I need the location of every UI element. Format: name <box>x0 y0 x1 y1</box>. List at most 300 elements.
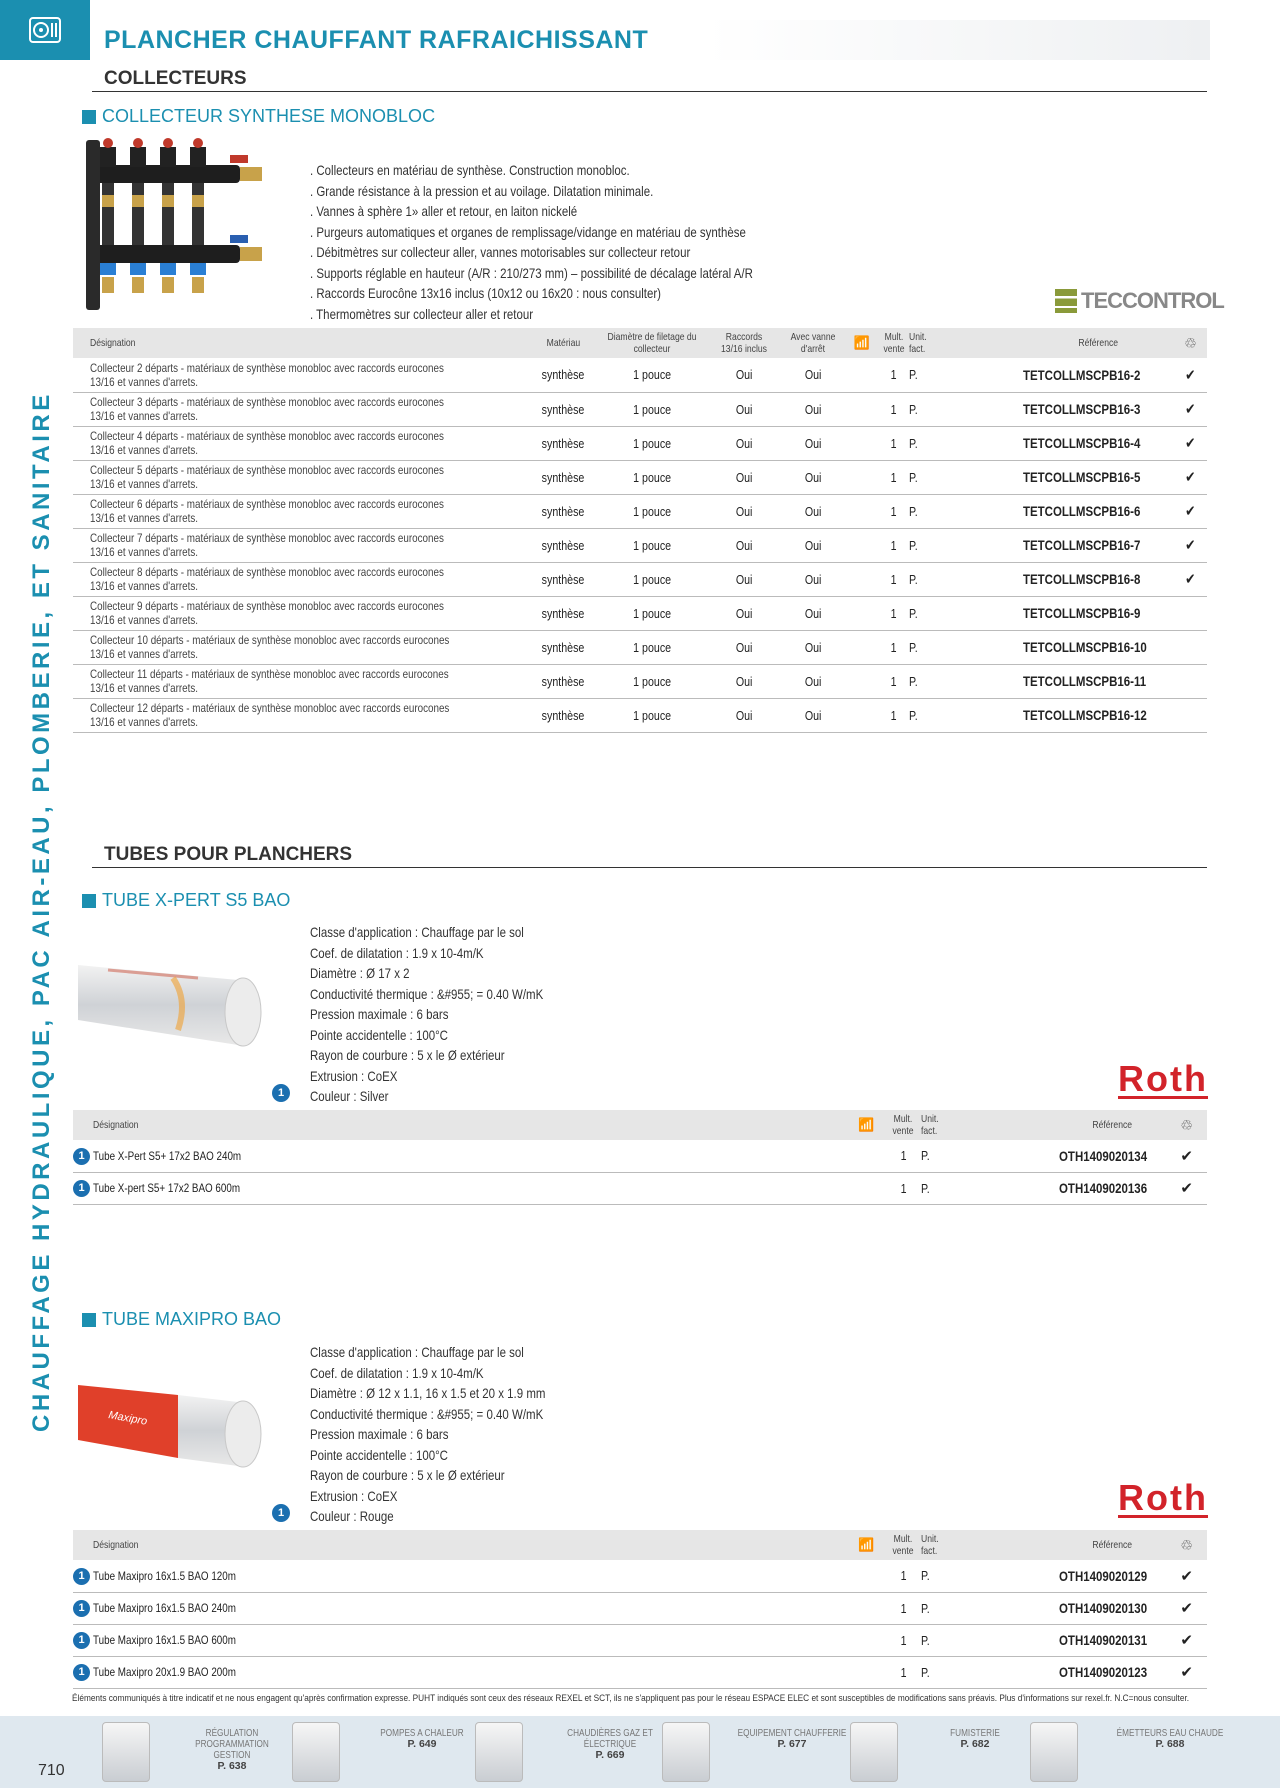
reference-cell: TETCOLLMSCPB16-11 <box>1023 664 1174 698</box>
feature-line: Rayon de courbure : 5 x le Ø extérieur <box>310 1467 505 1483</box>
unit-cell: P. <box>909 596 939 630</box>
mult-cell: 1 <box>879 460 909 494</box>
svg-text:Maxipro: Maxipro <box>107 1409 149 1428</box>
page-number: 710 <box>38 1762 65 1779</box>
feature-line: Pointe accidentelle : 100°C <box>310 1446 448 1463</box>
feature-line: . Thermomètres sur collecteur aller et retour <box>310 305 534 322</box>
reference-cell: TETCOLLMSCPB16-4 <box>1023 426 1174 460</box>
col-diametre: Diamètre de filetage du collecteur <box>597 328 707 358</box>
spacer-cell <box>939 460 1023 494</box>
diametre-cell: 1 pouce <box>597 426 707 460</box>
feature-line: Pression maximale : 6 bars <box>310 1006 449 1022</box>
reference-cell: TETCOLLMSCPB16-5 <box>1023 460 1174 494</box>
raccords-cell: Oui <box>707 698 782 732</box>
feature-line: . Débitmètres sur collecteur aller, vannes motorisables sur collecteur retour <box>310 244 691 260</box>
spacer-cell <box>939 630 1023 664</box>
diametre-cell: 1 pouce <box>597 664 707 698</box>
spacer-cell <box>951 1592 1059 1624</box>
collector-product-image <box>80 135 270 320</box>
unit-cell: P. <box>909 494 939 528</box>
square-bullet-icon <box>82 894 96 908</box>
raccords-cell: Oui <box>707 596 782 630</box>
feature-line: Extrusion : CoEX <box>310 1067 398 1084</box>
subheading-text: COLLECTEUR SYNTHESE MONOBLOC <box>102 106 436 126</box>
bottom-nav-label: CHAUDIÈRES GAZ ET ÉLECTRIQUE <box>567 1728 653 1750</box>
diametre-cell: 1 pouce <box>597 562 707 596</box>
materiau-cell: synthèse <box>530 664 597 698</box>
stock-check-icon: ✔ <box>1166 1560 1207 1592</box>
vanne-cell: Oui <box>782 494 845 528</box>
diametre-cell: 1 pouce <box>597 392 707 426</box>
unit-cell: P. <box>909 528 939 562</box>
mult-cell: 1 <box>886 1592 921 1624</box>
radiator-icon[interactable] <box>1030 1722 1078 1782</box>
xpert-feature-list <box>310 922 543 1107</box>
col-designation: Désignation <box>93 1110 846 1140</box>
feature-line: . Purgeurs automatiques et organes de remplissage/vidange en matériau de synthèse <box>310 223 746 240</box>
vanne-cell: Oui <box>782 528 845 562</box>
unit-cell: P. <box>921 1656 951 1688</box>
feature-line: Classe d'application : Chauffage par le sol <box>310 924 524 940</box>
number-badge: 1 <box>73 1656 93 1688</box>
wifi-cell <box>845 494 879 528</box>
reference-cell: OTH1409020136 <box>1059 1172 1166 1204</box>
col-vanne: Avec vanne d'arrêt <box>782 328 845 358</box>
page-title: PLANCHER CHAUFFANT RAFRAICHISSANT <box>104 26 649 54</box>
table-row <box>73 494 1207 528</box>
recycle-icon: ♲ <box>1166 1530 1207 1560</box>
stock-check-icon <box>1174 596 1207 630</box>
maxipro-feature-list <box>310 1342 545 1527</box>
stock-check-icon: ✔ <box>1174 460 1207 494</box>
spacer-cell <box>939 698 1023 732</box>
reference-cell: TETCOLLMSCPB16-2 <box>1023 358 1174 392</box>
bottom-nav-page: P. 688 <box>1155 1738 1185 1750</box>
spacer-cell <box>939 528 1023 562</box>
heat-pump-icon[interactable] <box>292 1722 340 1782</box>
bottom-nav-page: P. 669 <box>595 1749 625 1761</box>
wifi-cell <box>846 1172 886 1204</box>
materiau-cell: synthèse <box>530 392 597 426</box>
thermostat-icon[interactable] <box>102 1722 150 1782</box>
section-heading-collecteurs: COLLECTEURS <box>104 68 247 89</box>
teccontrol-logo <box>1055 288 1224 314</box>
table-row <box>73 596 1207 630</box>
wifi-cell <box>846 1624 886 1656</box>
subheading-maxipro <box>82 1309 281 1330</box>
raccords-cell: Oui <box>707 392 782 426</box>
col-mult: Mult. vente <box>886 1110 921 1140</box>
table-row <box>73 358 1207 392</box>
vanne-cell: Oui <box>782 562 845 596</box>
vanne-cell: Oui <box>782 664 845 698</box>
stock-check-icon <box>1174 664 1207 698</box>
bottom-nav-label: EQUIPEMENT CHAUFFERIE <box>737 1728 847 1739</box>
vanne-cell: Oui <box>782 392 845 426</box>
reference-cell: OTH1409020130 <box>1059 1592 1166 1624</box>
spacer-cell <box>939 392 1023 426</box>
boiler-icon[interactable] <box>475 1722 523 1782</box>
wifi-cell <box>846 1656 886 1688</box>
raccords-cell: Oui <box>707 460 782 494</box>
side-title: CHAUFFAGE HYDRAULIQUE, PAC AIR-EAU, PLOMBERIE, ET SANITAIRE <box>28 391 55 1432</box>
designation-cell: Collecteur 7 départs - matériaux de synthèse monobloc avec raccords eurocones 13/16 et vannes d'arrets. <box>73 528 530 562</box>
table-row <box>73 630 1207 664</box>
subheading-text: TUBE X-PERT S5 BAO <box>102 890 291 910</box>
wifi-cell <box>845 528 879 562</box>
mult-cell: 1 <box>886 1560 921 1592</box>
wifi-cell <box>846 1560 886 1592</box>
raccords-cell: Oui <box>707 358 782 392</box>
diametre-cell: 1 pouce <box>597 494 707 528</box>
stock-check-icon: ✔ <box>1174 358 1207 392</box>
bottom-nav-page: P. 682 <box>960 1738 990 1750</box>
col-mult: Mult. vente <box>886 1530 921 1560</box>
unit-cell: P. <box>921 1560 951 1592</box>
reference-cell: TETCOLLMSCPB16-3 <box>1023 392 1174 426</box>
stock-check-icon: ✔ <box>1166 1172 1207 1204</box>
xpert-table <box>73 1110 1207 1205</box>
feature-line: . Vannes à sphère 1» aller et retour, en laiton nickelé <box>310 203 578 219</box>
designation-cell: Tube Maxipro 20x1.9 BAO 200m <box>93 1656 846 1688</box>
vanne-cell: Oui <box>782 426 845 460</box>
table-row <box>73 460 1207 494</box>
feature-line: Pointe accidentelle : 100°C <box>310 1026 448 1043</box>
stock-check-icon: ✔ <box>1174 494 1207 528</box>
spacer-cell <box>939 358 1023 392</box>
category-icon-box <box>0 0 90 60</box>
spacer-cell <box>939 664 1023 698</box>
wifi-cell <box>845 426 879 460</box>
bottom-nav-label: FUMISTERIE <box>950 1728 1000 1739</box>
mult-cell: 1 <box>879 596 909 630</box>
table-row <box>73 1560 1207 1592</box>
mult-cell: 1 <box>879 392 909 426</box>
pump-icon[interactable] <box>662 1722 710 1782</box>
collector-feature-list <box>310 160 753 324</box>
designation-cell: Tube Maxipro 16x1.5 BAO 120m <box>93 1560 846 1592</box>
table-row <box>73 426 1207 460</box>
number-badge: 1 <box>73 1592 93 1624</box>
reference-cell: OTH1409020131 <box>1059 1624 1166 1656</box>
stock-check-icon: ✔ <box>1174 562 1207 596</box>
reference-cell: TETCOLLMSCPB16-8 <box>1023 562 1174 596</box>
materiau-cell: synthèse <box>530 426 597 460</box>
raccords-cell: Oui <box>707 426 782 460</box>
unit-cell: P. <box>909 562 939 596</box>
wifi-cell <box>846 1140 886 1172</box>
col-spacer <box>939 328 1023 358</box>
subheading-collecteur <box>82 106 435 127</box>
spacer-cell <box>951 1624 1059 1656</box>
tube-xpert-number-badge: 1 <box>272 1084 290 1102</box>
number-badge: 1 <box>73 1140 93 1172</box>
mult-cell: 1 <box>879 426 909 460</box>
reference-cell: TETCOLLMSCPB16-10 <box>1023 630 1174 664</box>
feature-line: Extrusion : CoEX <box>310 1487 398 1504</box>
feature-line: . Supports réglable en hauteur (A/R : 210/273 mm) – possibilité de décalage latéral A/R <box>310 264 753 281</box>
stock-check-icon: ✔ <box>1166 1656 1207 1688</box>
bottom-nav-page: P. 649 <box>407 1738 437 1750</box>
mult-cell: 1 <box>886 1140 921 1172</box>
col-designation: Désignation <box>93 1530 846 1560</box>
mult-cell: 1 <box>879 494 909 528</box>
number-badge: 1 <box>73 1624 93 1656</box>
col-reference: Référence <box>1059 1530 1166 1560</box>
bottom-nav-item[interactable] <box>152 1728 312 1772</box>
raccords-cell: Oui <box>707 630 782 664</box>
unit-cell: P. <box>921 1140 951 1172</box>
feature-line: Conductivité thermique : &#955; = 0.40 W/mK <box>310 1405 544 1422</box>
spacer-cell <box>951 1140 1059 1172</box>
bottom-nav-item[interactable] <box>900 1728 1050 1750</box>
designation-cell: Collecteur 8 départs - matériaux de synthèse monobloc avec raccords eurocones 13/16 et vannes d'arrets. <box>73 562 530 596</box>
table-row <box>73 1624 1207 1656</box>
designation-cell: Collecteur 2 départs - matériaux de synthèse monobloc avec raccords eurocones 13/16 et vannes d'arrets. <box>73 358 530 392</box>
chimney-icon[interactable] <box>850 1722 898 1782</box>
designation-cell: Collecteur 11 départs - matériaux de synthèse monobloc avec raccords eurocones 13/16 et vannes d'arrets. <box>73 664 530 698</box>
designation-cell: Collecteur 9 départs - matériaux de synthèse monobloc avec raccords eurocones 13/16 et vannes d'arrets. <box>73 596 530 630</box>
wifi-cell <box>845 596 879 630</box>
stock-check-icon: ✔ <box>1166 1140 1207 1172</box>
unit-cell: P. <box>909 698 939 732</box>
tube-maxipro-image <box>78 1380 273 1470</box>
table-header-row <box>73 1530 1207 1560</box>
stock-check-icon: ✔ <box>1174 392 1207 426</box>
materiau-cell: synthèse <box>530 494 597 528</box>
wifi-cell <box>845 460 879 494</box>
spacer-cell <box>951 1560 1059 1592</box>
mult-cell: 1 <box>886 1624 921 1656</box>
reference-cell: TETCOLLMSCPB16-6 <box>1023 494 1174 528</box>
materiau-cell: synthèse <box>530 698 597 732</box>
mult-cell: 1 <box>879 664 909 698</box>
designation-cell: Tube Maxipro 16x1.5 BAO 240m <box>93 1592 846 1624</box>
diametre-cell: 1 pouce <box>597 358 707 392</box>
designation-cell: Tube X-pert S5+ 17x2 BAO 600m <box>93 1172 846 1204</box>
square-bullet-icon <box>82 1313 96 1327</box>
unit-cell: P. <box>909 664 939 698</box>
raccords-cell: Oui <box>707 528 782 562</box>
bottom-nav-item[interactable] <box>712 1728 872 1750</box>
spacer-cell <box>951 1172 1059 1204</box>
spacer-cell <box>951 1656 1059 1688</box>
stock-check-icon: ✔ <box>1166 1592 1207 1624</box>
materiau-cell: synthèse <box>530 460 597 494</box>
feature-line: Conductivité thermique : &#955; = 0.40 W/mK <box>310 985 544 1002</box>
bottom-nav-page: P. 677 <box>777 1738 807 1750</box>
diametre-cell: 1 pouce <box>597 460 707 494</box>
stock-check-icon: ✔ <box>1174 426 1207 460</box>
table-row <box>73 1172 1207 1204</box>
maxipro-table <box>73 1530 1207 1689</box>
designation-cell: Collecteur 3 départs - matériaux de synthèse monobloc avec raccords eurocones 13/16 et vannes d'arrets. <box>73 392 530 426</box>
table-row <box>73 1140 1207 1172</box>
subheading-text: TUBE MAXIPRO BAO <box>102 1309 282 1329</box>
table-row <box>73 698 1207 732</box>
teccontrol-logo-text: TECCONTROL <box>1081 288 1224 313</box>
mult-cell: 1 <box>879 528 909 562</box>
wifi-icon: 📶 <box>846 1530 886 1560</box>
table-row <box>73 528 1207 562</box>
mult-cell: 1 <box>879 630 909 664</box>
wifi-cell <box>845 664 879 698</box>
vanne-cell: Oui <box>782 698 845 732</box>
materiau-cell: synthèse <box>530 528 597 562</box>
reference-cell: TETCOLLMSCPB16-12 <box>1023 698 1174 732</box>
collector-table <box>73 328 1207 733</box>
feature-line: Coef. de dilatation : 1.9 x 10-4m/K <box>310 1364 484 1381</box>
col-unit: Unit. fact. <box>921 1110 951 1140</box>
wifi-cell <box>846 1592 886 1624</box>
footnote: Éléments communiqués à titre indicatif et ne nous engagent qu'après confirmation expresse. PUHT indiqués sont ceux des réseaux REXEL et SCT, ils ne s'appliquent pas pour le réseau ESPACE ELEC et sont susceptibles de modifications sans préavis. Plus d'informations sur rexel.fr. N.C=nous consulter. <box>72 1693 1190 1704</box>
vanne-cell: Oui <box>782 460 845 494</box>
stock-check-icon <box>1174 630 1207 664</box>
designation-cell: Collecteur 12 départs - matériaux de synthèse monobloc avec raccords eurocones 13/16 et vannes d'arrets. <box>73 698 530 732</box>
raccords-cell: Oui <box>707 494 782 528</box>
teccontrol-logo-mark-icon <box>1055 289 1077 313</box>
table-header-row <box>73 328 1207 358</box>
number-badge: 1 <box>73 1172 93 1204</box>
designation-cell: Collecteur 6 départs - matériaux de synthèse monobloc avec raccords eurocones 13/16 et vannes d'arrets. <box>73 494 530 528</box>
vanne-cell: Oui <box>782 596 845 630</box>
table-row <box>73 1656 1207 1688</box>
col-spacer <box>951 1530 1059 1560</box>
unit-cell: P. <box>921 1172 951 1204</box>
feature-line: Diamètre : Ø 12 x 1.1, 16 x 1.5 et 20 x 1.9 mm <box>310 1385 546 1401</box>
recycle-icon: ♲ <box>1166 1110 1207 1140</box>
col-reference: Référence <box>1059 1110 1166 1140</box>
raccords-cell: Oui <box>707 562 782 596</box>
bottom-nav-item[interactable] <box>1080 1728 1260 1750</box>
recycle-icon: ♲ <box>1174 328 1207 358</box>
col-designation: Désignation <box>73 328 530 358</box>
designation-cell: Collecteur 4 départs - matériaux de synthèse monobloc avec raccords eurocones 13/16 et vannes d'arrets. <box>73 426 530 460</box>
mult-cell: 1 <box>886 1172 921 1204</box>
heating-icon <box>28 16 62 44</box>
feature-line: . Raccords Eurocône 13x16 inclus (10x12 ou 16x20 : nous consulter) <box>310 285 661 301</box>
section-heading-tubes: TUBES POUR PLANCHERS <box>104 844 353 865</box>
section-divider <box>92 91 1207 92</box>
designation-cell: Tube X-Pert S5+ 17x2 BAO 240m <box>93 1140 846 1172</box>
roth-logo: Roth <box>1118 1058 1208 1099</box>
unit-cell: P. <box>921 1624 951 1656</box>
raccords-cell: Oui <box>707 664 782 698</box>
materiau-cell: synthèse <box>530 630 597 664</box>
number-badge: 1 <box>73 1560 93 1592</box>
feature-line: Diamètre : Ø 17 x 2 <box>310 965 410 981</box>
feature-line: Couleur : Silver <box>310 1088 389 1104</box>
diametre-cell: 1 pouce <box>597 596 707 630</box>
bottom-nav-page: P. 638 <box>217 1760 247 1772</box>
col-unit: Unit. fact. <box>921 1530 951 1560</box>
spacer-cell <box>939 596 1023 630</box>
feature-line: Rayon de courbure : 5 x le Ø extérieur <box>310 1047 505 1063</box>
reference-cell: OTH1409020129 <box>1059 1560 1166 1592</box>
col-mult: Mult. vente <box>879 328 909 358</box>
materiau-cell: synthèse <box>530 596 597 630</box>
unit-cell: P. <box>909 460 939 494</box>
wifi-cell <box>845 392 879 426</box>
table-header-row <box>73 1110 1207 1140</box>
bottom-nav-label: ÉMETTEURS EAU CHAUDE <box>1116 1728 1224 1739</box>
subheading-xpert <box>82 890 290 911</box>
table-row <box>73 562 1207 596</box>
table-row <box>73 392 1207 426</box>
spacer-cell <box>939 562 1023 596</box>
reference-cell: TETCOLLMSCPB16-9 <box>1023 596 1174 630</box>
vanne-cell: Oui <box>782 630 845 664</box>
feature-line: . Grande résistance à la pression et au voilage. Dilatation minimale. <box>310 182 654 199</box>
col-num <box>73 1110 93 1140</box>
wifi-icon: 📶 <box>845 328 879 358</box>
unit-cell: P. <box>909 630 939 664</box>
designation-cell: Collecteur 10 départs - matériaux de synthèse monobloc avec raccords eurocones 13/16 et vannes d'arrets. <box>73 630 530 664</box>
tube-maxipro-number-badge: 1 <box>272 1504 290 1522</box>
unit-cell: P. <box>909 392 939 426</box>
spacer-cell <box>939 494 1023 528</box>
stock-check-icon <box>1174 698 1207 732</box>
col-num <box>73 1530 93 1560</box>
designation-cell: Collecteur 5 départs - matériaux de synthèse monobloc avec raccords eurocones 13/16 et vannes d'arrets. <box>73 460 530 494</box>
bottom-nav-label: RÉGULATION PROGRAMMATION GESTION <box>195 1728 269 1761</box>
col-spacer <box>951 1110 1059 1140</box>
unit-cell: P. <box>909 358 939 392</box>
feature-line: Couleur : Rouge <box>310 1508 394 1524</box>
materiau-cell: synthèse <box>530 562 597 596</box>
table-row <box>73 1592 1207 1624</box>
col-reference: Référence <box>1023 328 1174 358</box>
mult-cell: 1 <box>886 1656 921 1688</box>
unit-cell: P. <box>909 426 939 460</box>
reference-cell: OTH1409020123 <box>1059 1656 1166 1688</box>
wifi-cell <box>845 562 879 596</box>
mult-cell: 1 <box>879 562 909 596</box>
wifi-cell <box>845 630 879 664</box>
col-raccords: Raccords 13/16 inclus <box>707 328 782 358</box>
diametre-cell: 1 pouce <box>597 630 707 664</box>
mult-cell: 1 <box>879 698 909 732</box>
unit-cell: P. <box>921 1592 951 1624</box>
bottom-nav-label: POMPES A CHALEUR <box>380 1728 464 1739</box>
diametre-cell: 1 pouce <box>597 528 707 562</box>
stock-check-icon: ✔ <box>1166 1624 1207 1656</box>
wifi-icon: 📶 <box>846 1110 886 1140</box>
roth-logo: Roth <box>1118 1477 1208 1518</box>
wifi-cell <box>845 358 879 392</box>
tube-xpert-image <box>78 960 273 1050</box>
stock-check-icon: ✔ <box>1174 528 1207 562</box>
table-row <box>73 664 1207 698</box>
col-materiau: Matériau <box>530 328 597 358</box>
vanne-cell: Oui <box>782 358 845 392</box>
section-divider <box>92 867 1207 868</box>
col-unit: Unit. fact. <box>909 328 939 358</box>
square-bullet-icon <box>82 110 96 124</box>
diametre-cell: 1 pouce <box>597 698 707 732</box>
designation-cell: Tube Maxipro 16x1.5 BAO 600m <box>93 1624 846 1656</box>
materiau-cell: synthèse <box>530 358 597 392</box>
wifi-cell <box>845 698 879 732</box>
reference-cell: TETCOLLMSCPB16-7 <box>1023 528 1174 562</box>
feature-line: Pression maximale : 6 bars <box>310 1426 449 1442</box>
mult-cell: 1 <box>879 358 909 392</box>
spacer-cell <box>939 426 1023 460</box>
feature-line: . Collecteurs en matériau de synthèse. Construction monobloc. <box>310 162 630 178</box>
reference-cell: OTH1409020134 <box>1059 1140 1166 1172</box>
feature-line: Coef. de dilatation : 1.9 x 10-4m/K <box>310 944 484 961</box>
feature-line: Classe d'application : Chauffage par le sol <box>310 1344 524 1360</box>
